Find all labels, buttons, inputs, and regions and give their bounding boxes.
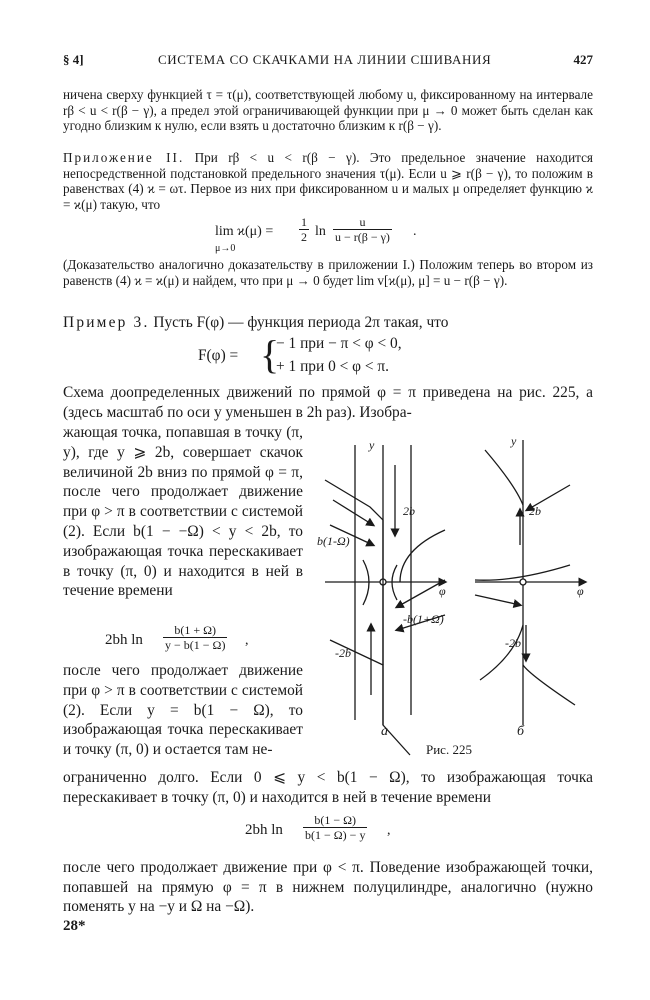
- panel-b-m2b-label: -2b: [505, 636, 521, 650]
- panel-b-2b-label: 2b: [529, 504, 541, 518]
- paragraph-scheme: Схема доопределенных движений по прямой φ = π приведена на рис. 225, а (здесь масштаб по оси y уменьшен в 2h раз). Изобра-: [63, 384, 593, 421]
- panel-b-curve-4: [475, 595, 520, 605]
- time-formula-1-num: b(1 + Ω): [163, 623, 227, 638]
- limit-coefficient: [299, 215, 309, 244]
- limit-formula: [215, 213, 455, 253]
- appendix-2-heading: Приложение II.: [63, 150, 185, 165]
- piecewise-function: [198, 332, 488, 379]
- limit-fraction-num: u: [333, 215, 392, 230]
- figure-labels: [317, 434, 584, 739]
- panel-a-phi-label: φ: [439, 584, 446, 598]
- limit-ln: ln: [315, 224, 326, 239]
- panel-b-curve-1: [485, 450, 523, 505]
- time-formula-2-den: b(1 − Ω) − y: [305, 828, 366, 842]
- limit-end: .: [413, 224, 417, 239]
- time-formula-1-prefix: 2bh ln: [105, 632, 143, 648]
- example-3-line: [63, 313, 593, 333]
- figure-panel-a: [325, 445, 445, 755]
- time-formula-1-den: y − b(1 − Ω): [165, 638, 226, 652]
- running-header: [63, 52, 593, 72]
- time-formula-2-end: ,: [387, 823, 391, 838]
- piecewise-row-1: − 1 при − π < φ < 0,: [276, 335, 402, 352]
- paragraph-continuation: ничена сверху функцией τ = τ(μ), соответствующей любому u, фиксированному на интервале rβ < u < r(β − γ), а предел этой ограничивающей функции при μ → 0 может быть сделан как угодно близким к нулю, если взять u достаточно близким к r(β − γ).: [63, 87, 593, 133]
- paragraph-final: после чего продолжает движение при φ < π. Поведение изображающей точки, попавшей на прямую φ = π в нижнем полуцилиндре, аналогично (нужно поменять y на −y и Ω на −Ω).: [63, 859, 593, 915]
- limit-fraction-den: u − r(β − γ): [335, 230, 390, 244]
- figure-panel-b: [475, 440, 585, 725]
- time-formula-2-prefix: 2bh ln: [245, 822, 283, 838]
- panel-a-curve-left-2: [333, 500, 373, 525]
- time-formula-1: [105, 622, 305, 658]
- piecewise-row-2: + 1 при 0 < φ < π.: [276, 358, 390, 375]
- panel-a-2b-label: 2b: [403, 504, 415, 518]
- time-formula-1-end: ,: [245, 633, 249, 648]
- example-3-text: Пусть F(φ) — функция периода 2π такая, что: [149, 314, 449, 331]
- piecewise-lhs: F(φ) =: [198, 347, 239, 364]
- paragraph-wrap-2: после чего продолжает движение при φ > π в соответствии с системой (2). Если y = b(1 − Ω), то изображающая точка перескакивает и точку (π, 0) и остается там не-: [63, 662, 303, 759]
- figure-225: [315, 425, 600, 760]
- limit-coefficient-num: 1: [301, 215, 307, 229]
- signature-mark: 28*: [63, 918, 86, 934]
- panel-b-phi-label: φ: [577, 584, 584, 598]
- section-number: § 4]: [63, 52, 84, 67]
- time-formula-2-num: b(1 − Ω): [303, 813, 367, 828]
- example-3-heading: Пример 3.: [63, 314, 150, 331]
- paragraph-after-figure: ограниченно долго. Если 0 ⩽ y < b(1 − Ω), то изображающая точка перескакивает в точку (π, 0) и находится в ней в течение времени: [63, 769, 593, 806]
- running-title: СИСТЕМА СО СКАЧКАМИ НА ЛИНИИ СШИВАНИЯ: [158, 52, 492, 67]
- panel-a-curve-right-2: [397, 580, 445, 607]
- limit-fraction: [333, 215, 392, 244]
- panel-a-y-label: y: [369, 438, 375, 452]
- panel-a-b1mO-label: b(1-Ω): [317, 534, 350, 548]
- time-formula-2-fraction: [303, 813, 367, 842]
- panel-b-curve-5: [480, 625, 523, 680]
- figure-caption: Рис. 225: [426, 742, 472, 757]
- paragraph-appendix-2: [63, 150, 593, 212]
- panel-b-letter: б: [517, 724, 525, 739]
- appendix-2-text: При rβ < u < r(β − γ). Это предельное значение находится непосредственной подстановкой предельного значения τ(μ). Если u ⩾ r(β − γ), то положим в равенствах (4) ϰ = ωτ. Первое из них при фиксированном u и малых μ определяет функцию ϰ = ϰ(μ) такую, что: [63, 150, 593, 212]
- panel-a-mb1pO-label: -b(1+Ω): [403, 612, 444, 626]
- paragraph-wrap-1: жающая точка, попавшая в точку (π, y), где y ⩾ 2b, совершает скачок величиной 2b вниз по прямой φ = π, после чего продолжает движение при φ > π в соответствии с системой (2). Если b(1 − −Ω) < y < 2b, то изображающая точка перескакивает в точку (π, 0) и находится в ней в течение времени: [63, 424, 303, 600]
- panel-a-m2b-label: -2b: [335, 646, 351, 660]
- limit-coefficient-den: 2: [301, 230, 307, 244]
- time-formula-1-fraction: [163, 623, 227, 652]
- time-formula-2: [245, 812, 445, 848]
- panel-a-curve-left-1: [325, 480, 383, 665]
- limit-subscript: μ→0: [215, 243, 236, 254]
- limit-lhs: lim ϰ(μ) =: [215, 224, 274, 239]
- panel-b-origin: [520, 579, 526, 585]
- panel-b-y-label: y: [511, 434, 517, 448]
- piecewise-brace: {: [260, 332, 280, 377]
- page-number: 427: [573, 52, 593, 67]
- panel-a-curve-right-1: [400, 530, 445, 582]
- panel-a-letter: а: [381, 724, 388, 739]
- panel-b-curve-6: [523, 665, 575, 705]
- paragraph-proof-note: (Доказательство аналогично доказательству в приложении I.) Положим теперь во втором из равенств (4) ϰ = ϰ(μ) и найдем, что при μ → 0 будет lim v[ϰ(μ), μ] = u − r(β − γ).: [63, 257, 593, 288]
